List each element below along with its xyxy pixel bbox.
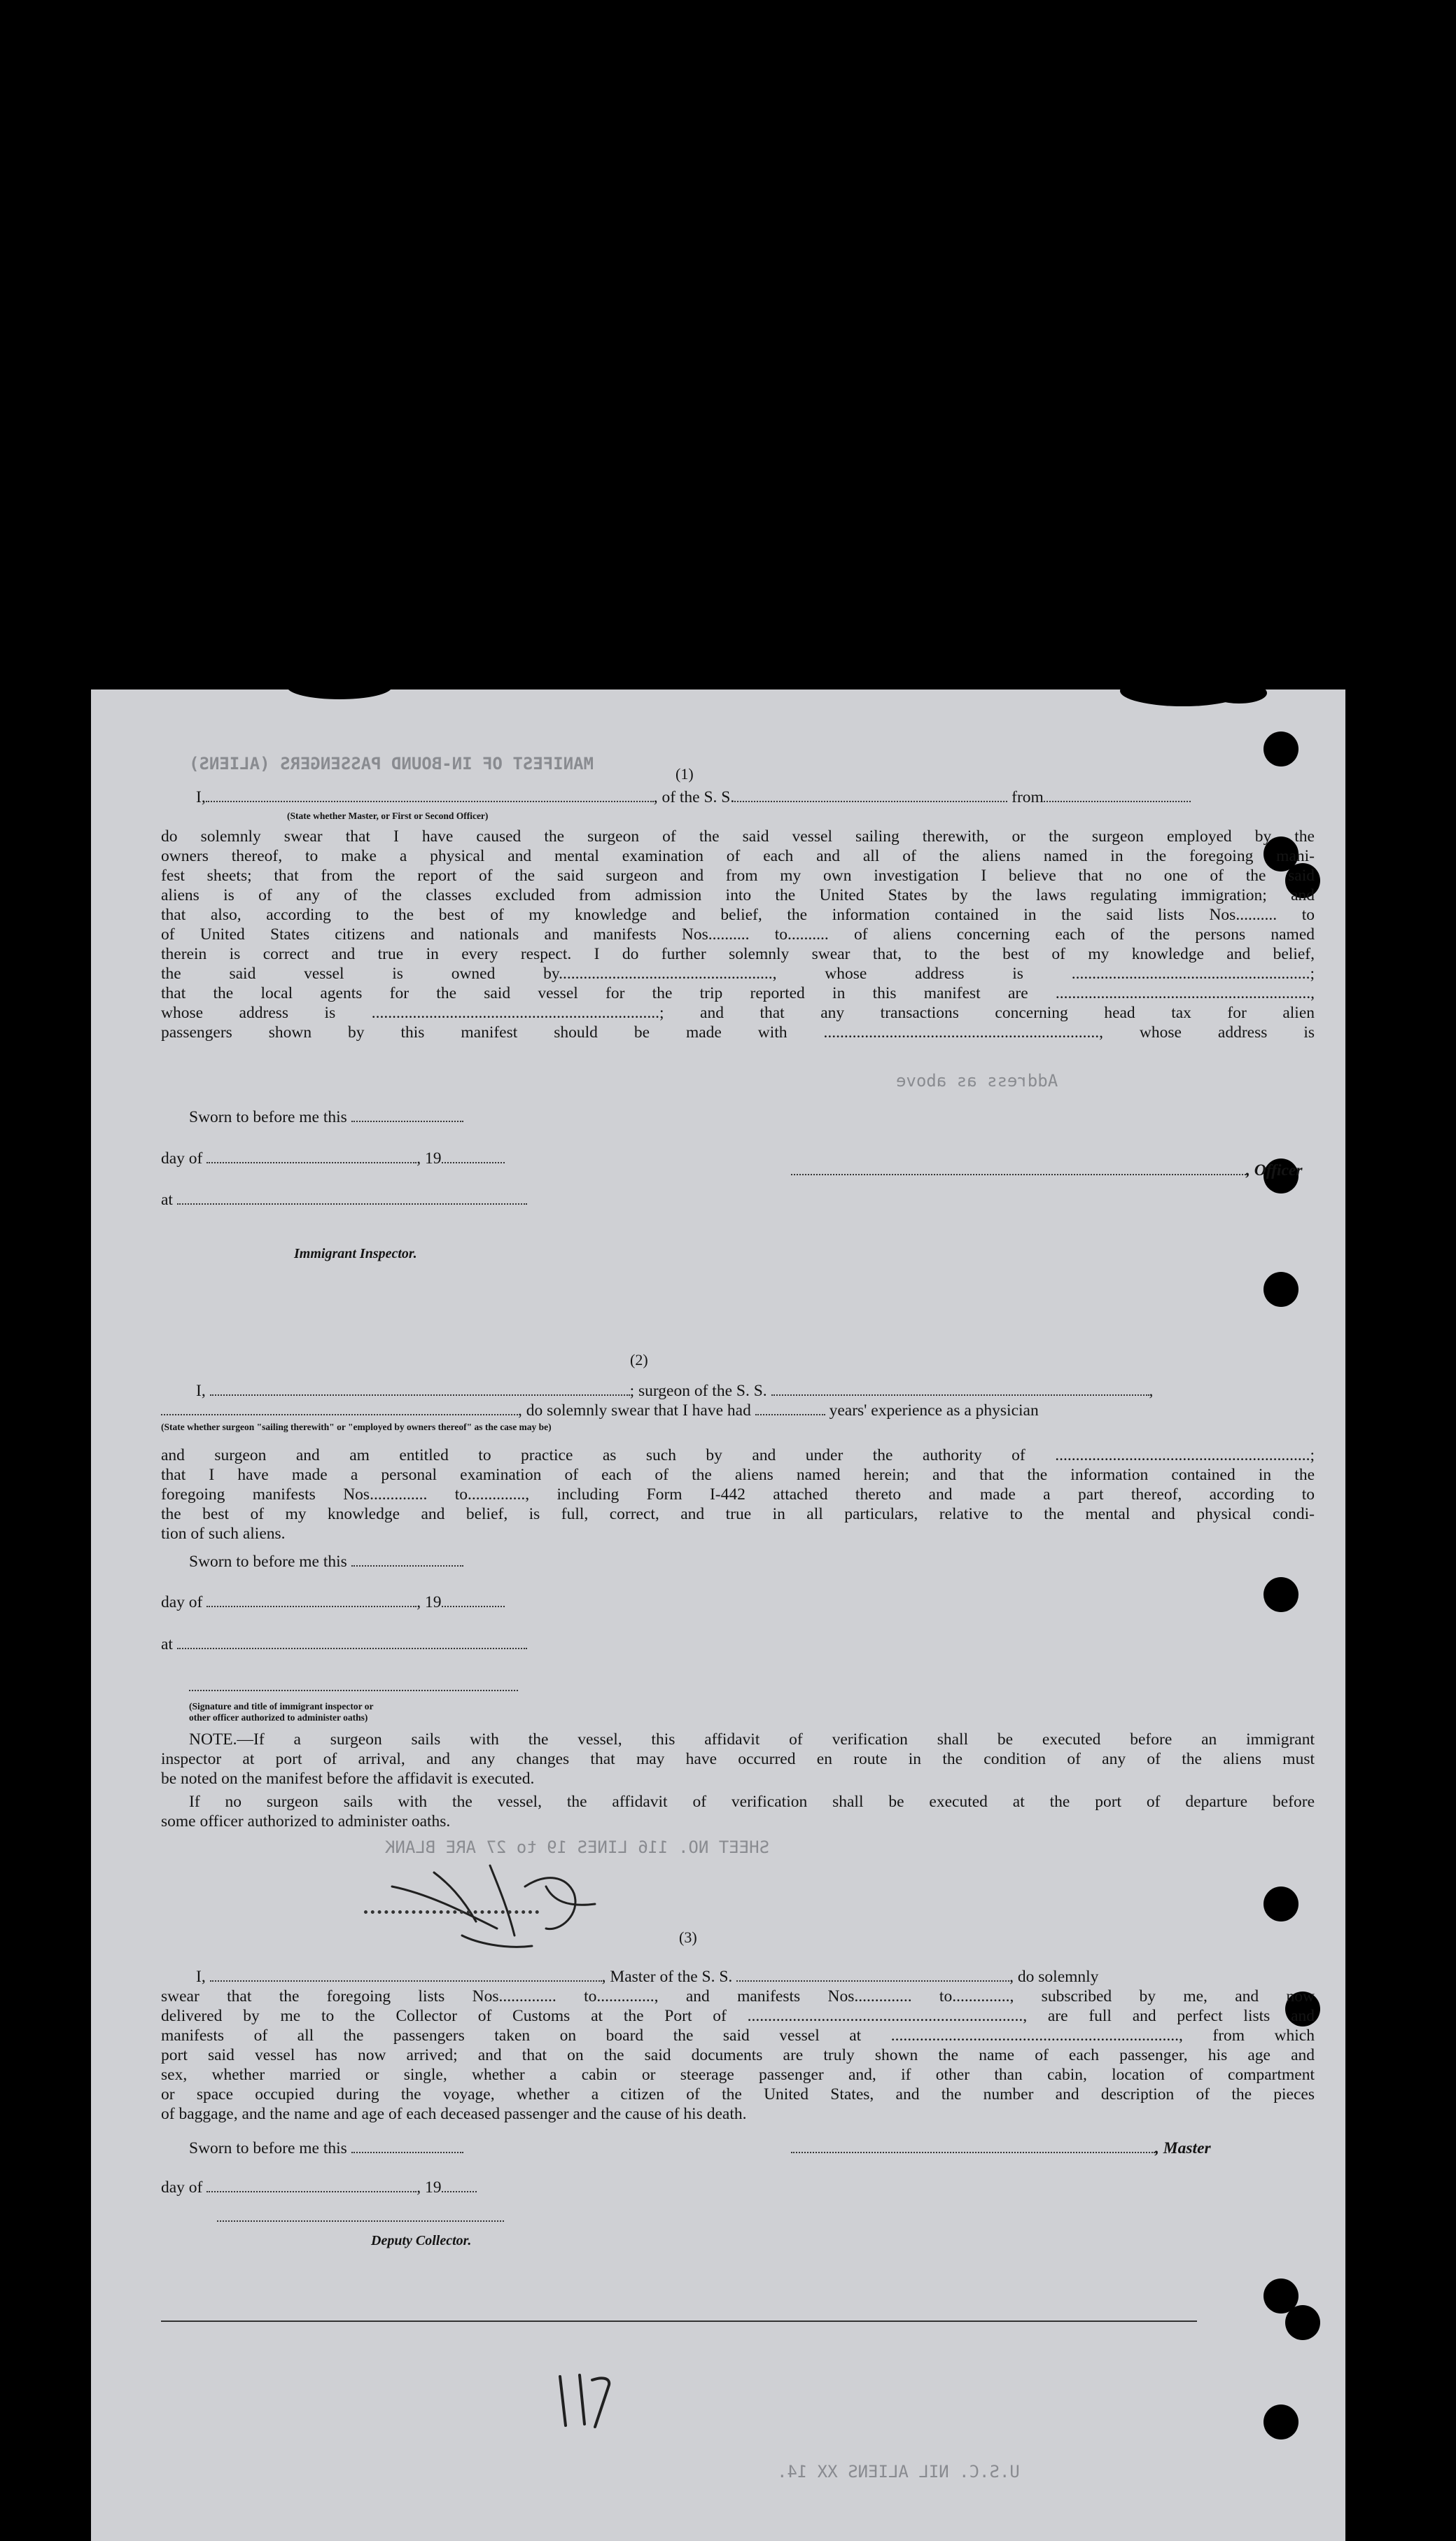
section1-first-line: I, , of the S. S. from [196, 788, 1191, 807]
bleed-through-text: Address as above [896, 1071, 1058, 1091]
oath-line: delivered by me to the Collector of Customs at the Port of ..................................................................., are full and perfect lists and [161, 2007, 1315, 2025]
day-of-line: day of , 19 [161, 1592, 505, 1612]
oath-line: fest sheets; that from the report of the said surgeon and from my own investigation I believe that no one of the said [161, 867, 1315, 885]
section-number: (2) [630, 1351, 648, 1368]
note-line: If no surgeon sails with the vessel, the affidavit of verification shall be executed at the port of departure before [189, 1793, 1315, 1811]
oath-line: of baggage, and the name and age of each deceased passenger and the cause of his death. [161, 2105, 747, 2123]
bleed-through-text: U.S.C. NIL ALIENS XX 14. [777, 2462, 1020, 2482]
punch-hole-icon [1285, 2305, 1320, 2340]
oath-line: and surgeon and am entitled to practice as such by and under the authority of ..............................................................; [161, 1446, 1315, 1464]
oath-line: tion of such aliens. [161, 1525, 286, 1543]
oath-line: manifests of all the passengers taken on board the said vessel at ......................................................................, from which [161, 2026, 1315, 2045]
deputy-signature-line [217, 2207, 504, 2227]
bleed-through-text: SHEET NO. 116 LINES 19 to 27 ARE BLANK [385, 1837, 770, 1857]
day-of-line: day of , 19 [161, 2178, 477, 2197]
signature-dotted-line [364, 1899, 539, 1919]
section2-first-line: I, ; surgeon of the S. S. , [196, 1382, 1154, 1400]
signature-caption: (Signature and title of immigrant inspector or [189, 1701, 374, 1712]
oath-line: sex, whether married or single, whether a cabin or steerage passenger and, if other than cabin, location of compartment [161, 2066, 1315, 2084]
sworn-line: Sworn to before me this [189, 1552, 463, 1572]
oath-line: whose address is ......................................................................; and that any transactions concerning head tax for alien [161, 1004, 1315, 1022]
oath-line: foregoing manifests Nos.............. to.............., including Form I-442 attached thereto and made a part thereof, according to [161, 1485, 1315, 1504]
signature-caption: other officer authorized to administer oaths) [189, 1712, 368, 1723]
punch-hole-icon [1264, 1886, 1298, 1921]
section2-second-line: , do solemnly swear that I have had years' experience as a physician [161, 1401, 1039, 1420]
sworn-line: Sworn to before me this [189, 2138, 463, 2158]
oath-line: that also, according to the best of my knowledge and belief, the information contained in the said lists Nos.......... to [161, 906, 1315, 924]
oath-line: therein is correct and true in every respect. I do further solemnly swear that, to the best of my knowledge and belief, [161, 945, 1315, 963]
oath-line: that the local agents for the said vessel for the trip reported in this manifest are .............................................................., [161, 984, 1315, 1002]
oath-line: of United States citizens and nationals and manifests Nos.......... to.......... of aliens concerning each of the persons named [161, 925, 1315, 944]
oath-line: owners thereof, to make a physical and mental examination of each and all of the aliens named in the foregoing mani- [161, 847, 1315, 865]
sworn-line: Sworn to before me this [189, 1107, 463, 1127]
oath-line: aliens is of any of the classes excluded from admission into the United States by the laws regulating immigration; and [161, 886, 1315, 904]
oath-line: do solemnly swear that I have caused the surgeon of the said vessel sailing therewith, or the surgeon employed by the [161, 827, 1315, 846]
punch-hole-icon [1264, 732, 1298, 766]
punch-hole-icon [1264, 2404, 1298, 2440]
section2-caption: (State whether surgeon "sailing therewith" or "employed by owners thereof" as the case may be) [161, 1422, 552, 1432]
section3-first-line: I, , Master of the S. S. , do solemnly [196, 1968, 1099, 1986]
torn-edge [1211, 682, 1267, 704]
master-line: , Master [791, 2138, 1211, 2158]
bleed-through-text: MANIFEST OF IN-BOUND PASSENGERS (ALIENS) [189, 754, 594, 774]
oath-line: that I have made a personal examination of each of the aliens named herein; and that the information contained in the [161, 1466, 1315, 1484]
oath-line: the best of my knowledge and belief, is full, correct, and true in all particulars, relative to the mental and physical condi- [161, 1505, 1315, 1523]
deputy-title: Deputy Collector. [371, 2233, 472, 2248]
at-line: at [161, 1190, 527, 1210]
oath-line: or space occupied during the voyage, whether a citizen of the United States, and the number and description of the pieces [161, 2085, 1315, 2104]
oath-line: swear that the foregoing lists Nos.............. to.............., and manifests Nos.............. to.............., subscribed by me, and now [161, 1987, 1315, 2005]
oath-line: port said vessel has now arrived; and that on the said documents are truly shown the name of each passenger, his age and [161, 2046, 1315, 2064]
officer-line: , Officer [791, 1161, 1302, 1180]
note-line: NOTE.—If a surgeon sails with the vessel, this affidavit of verification shall be executed before an immigrant [189, 1730, 1315, 1749]
inspector-title: Immigrant Inspector. [294, 1246, 417, 1261]
oath-line: passengers shown by this manifest should be made with ..................................................................., whose address is [161, 1023, 1315, 1042]
note-line: some officer authorized to administer oaths. [161, 1812, 451, 1830]
oath-line: the said vessel is owned by...................................................., whose address is ..........................................................; [161, 965, 1315, 983]
section1-caption: (State whether Master, or First or Second Officer) [287, 811, 489, 821]
section-number: (3) [679, 1928, 697, 1946]
document-sheet [91, 690, 1345, 2541]
torn-edge [287, 674, 392, 699]
section-number: (1) [676, 765, 694, 783]
punch-hole-icon [1264, 1577, 1298, 1612]
punch-hole-icon [1264, 1272, 1298, 1307]
note-line: be noted on the manifest before the affidavit is executed. [161, 1770, 535, 1788]
day-of-line: day of , 19 [161, 1149, 505, 1168]
signature-line [189, 1676, 518, 1696]
note-line: inspector at port of arrival, and any changes that may have occurred en route in the condition of any of the aliens must [161, 1750, 1315, 1768]
at-line: at [161, 1634, 527, 1654]
bottom-rule [161, 2320, 1197, 2322]
